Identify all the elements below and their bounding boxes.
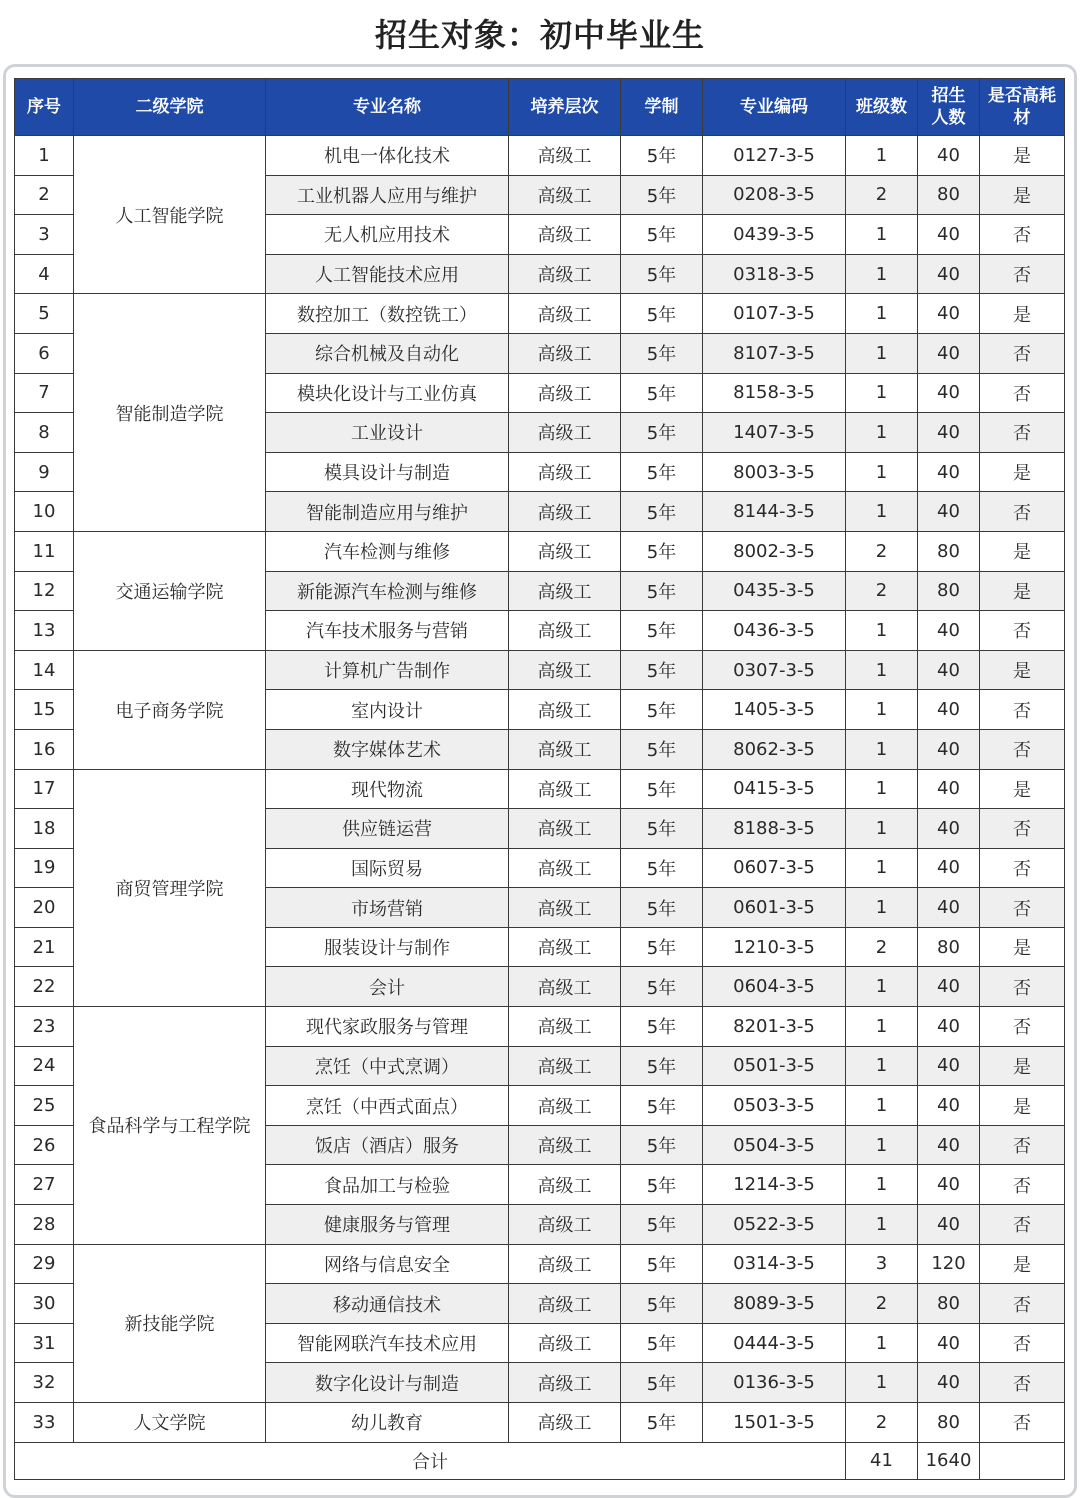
students-cell: 40 — [918, 967, 980, 1007]
duration-cell: 5年 — [621, 333, 703, 373]
level-cell: 高级工 — [509, 1165, 621, 1205]
duration-cell: 5年 — [621, 136, 703, 176]
index-cell: 7 — [15, 373, 74, 413]
index-cell: 10 — [15, 492, 74, 532]
index-cell: 5 — [15, 294, 74, 334]
classes-cell: 1 — [846, 967, 918, 1007]
code-cell: 1210-3-5 — [703, 927, 846, 967]
duration-cell: 5年 — [621, 690, 703, 730]
college-cell: 交通运输学院 — [74, 531, 266, 650]
duration-cell: 5年 — [621, 1125, 703, 1165]
high-consumption-cell: 是 — [980, 571, 1065, 611]
level-cell: 高级工 — [509, 927, 621, 967]
index-cell: 29 — [15, 1244, 74, 1284]
students-cell: 40 — [918, 1323, 980, 1363]
high-consumption-cell: 否 — [980, 888, 1065, 928]
code-cell: 8062-3-5 — [703, 729, 846, 769]
major-cell: 模块化设计与工业仿真 — [266, 373, 509, 413]
major-cell: 新能源汽车检测与维修 — [266, 571, 509, 611]
major-cell: 烹饪（中西式面点） — [266, 1086, 509, 1126]
code-cell: 0107-3-5 — [703, 294, 846, 334]
students-cell: 40 — [918, 452, 980, 492]
level-cell: 高级工 — [509, 729, 621, 769]
level-cell: 高级工 — [509, 1323, 621, 1363]
index-cell: 9 — [15, 452, 74, 492]
code-cell: 0127-3-5 — [703, 136, 846, 176]
high-consumption-cell: 否 — [980, 967, 1065, 1007]
major-cell: 现代物流 — [266, 769, 509, 809]
level-cell: 高级工 — [509, 136, 621, 176]
duration-cell: 5年 — [621, 1403, 703, 1443]
major-cell: 室内设计 — [266, 690, 509, 730]
level-cell: 高级工 — [509, 333, 621, 373]
code-cell: 0415-3-5 — [703, 769, 846, 809]
code-cell: 0208-3-5 — [703, 175, 846, 215]
major-cell: 移动通信技术 — [266, 1284, 509, 1324]
level-cell: 高级工 — [509, 452, 621, 492]
students-cell: 40 — [918, 848, 980, 888]
duration-cell: 5年 — [621, 531, 703, 571]
level-cell: 高级工 — [509, 848, 621, 888]
duration-cell: 5年 — [621, 1323, 703, 1363]
high-consumption-cell: 是 — [980, 927, 1065, 967]
students-cell: 40 — [918, 492, 980, 532]
students-cell: 40 — [918, 136, 980, 176]
high-consumption-cell: 否 — [980, 492, 1065, 532]
high-consumption-cell: 否 — [980, 809, 1065, 849]
code-cell: 8002-3-5 — [703, 531, 846, 571]
index-cell: 16 — [15, 729, 74, 769]
index-cell: 24 — [15, 1046, 74, 1086]
college-cell: 食品科学与工程学院 — [74, 1007, 266, 1245]
students-cell: 40 — [918, 413, 980, 453]
level-cell: 高级工 — [509, 492, 621, 532]
students-cell: 40 — [918, 333, 980, 373]
high-consumption-cell: 否 — [980, 1007, 1065, 1047]
high-consumption-cell: 否 — [980, 729, 1065, 769]
duration-cell: 5年 — [621, 848, 703, 888]
high-consumption-cell: 是 — [980, 175, 1065, 215]
classes-cell: 1 — [846, 1363, 918, 1403]
major-cell: 计算机广告制作 — [266, 650, 509, 690]
level-cell: 高级工 — [509, 1086, 621, 1126]
code-cell: 0504-3-5 — [703, 1125, 846, 1165]
duration-cell: 5年 — [621, 1363, 703, 1403]
code-cell: 0501-3-5 — [703, 1046, 846, 1086]
classes-cell: 1 — [846, 413, 918, 453]
college-cell: 新技能学院 — [74, 1244, 266, 1402]
major-cell: 健康服务与管理 — [266, 1205, 509, 1245]
level-cell: 高级工 — [509, 611, 621, 651]
duration-cell: 5年 — [621, 650, 703, 690]
major-cell: 网络与信息安全 — [266, 1244, 509, 1284]
duration-cell: 5年 — [621, 175, 703, 215]
high-consumption-cell: 否 — [980, 1125, 1065, 1165]
high-consumption-cell: 是 — [980, 294, 1065, 334]
major-cell: 现代家政服务与管理 — [266, 1007, 509, 1047]
students-cell: 40 — [918, 294, 980, 334]
students-cell: 40 — [918, 215, 980, 255]
level-cell: 高级工 — [509, 650, 621, 690]
college-cell: 人文学院 — [74, 1403, 266, 1443]
classes-cell: 2 — [846, 1284, 918, 1324]
total-classes: 41 — [846, 1442, 918, 1479]
students-cell: 80 — [918, 531, 980, 571]
high-consumption-cell: 否 — [980, 1284, 1065, 1324]
major-cell: 国际贸易 — [266, 848, 509, 888]
table-row — [15, 136, 1065, 176]
header-students: 招生人数 — [918, 79, 980, 136]
level-cell: 高级工 — [509, 1284, 621, 1324]
level-cell: 高级工 — [509, 175, 621, 215]
index-cell: 15 — [15, 690, 74, 730]
header-classes: 班级数 — [846, 79, 918, 136]
duration-cell: 5年 — [621, 1284, 703, 1324]
classes-cell: 1 — [846, 1323, 918, 1363]
index-cell: 3 — [15, 215, 74, 255]
major-cell: 会计 — [266, 967, 509, 1007]
classes-cell: 2 — [846, 175, 918, 215]
high-consumption-cell: 否 — [980, 413, 1065, 453]
college-cell: 人工智能学院 — [74, 136, 266, 294]
high-consumption-cell: 否 — [980, 254, 1065, 294]
duration-cell: 5年 — [621, 809, 703, 849]
students-cell: 40 — [918, 373, 980, 413]
level-cell: 高级工 — [509, 1363, 621, 1403]
table-row — [15, 650, 1065, 690]
classes-cell: 1 — [846, 1205, 918, 1245]
students-cell: 80 — [918, 175, 980, 215]
students-cell: 120 — [918, 1244, 980, 1284]
code-cell: 0318-3-5 — [703, 254, 846, 294]
students-cell: 40 — [918, 1046, 980, 1086]
index-cell: 19 — [15, 848, 74, 888]
index-cell: 21 — [15, 927, 74, 967]
students-cell: 40 — [918, 650, 980, 690]
classes-cell: 1 — [846, 888, 918, 928]
high-consumption-cell: 是 — [980, 531, 1065, 571]
level-cell: 高级工 — [509, 531, 621, 571]
code-cell: 0607-3-5 — [703, 848, 846, 888]
duration-cell: 5年 — [621, 927, 703, 967]
major-cell: 数字媒体艺术 — [266, 729, 509, 769]
duration-cell: 5年 — [621, 1007, 703, 1047]
index-cell: 31 — [15, 1323, 74, 1363]
table-row — [15, 1403, 1065, 1443]
classes-cell: 1 — [846, 333, 918, 373]
code-cell: 1407-3-5 — [703, 413, 846, 453]
classes-cell: 1 — [846, 729, 918, 769]
duration-cell: 5年 — [621, 571, 703, 611]
students-cell: 40 — [918, 1165, 980, 1205]
duration-cell: 5年 — [621, 611, 703, 651]
enrollment-table — [14, 78, 1065, 1480]
major-cell: 供应链运营 — [266, 809, 509, 849]
index-cell: 13 — [15, 611, 74, 651]
students-cell: 40 — [918, 769, 980, 809]
classes-cell: 1 — [846, 650, 918, 690]
high-consumption-cell: 否 — [980, 1165, 1065, 1205]
major-cell: 幼儿教育 — [266, 1403, 509, 1443]
level-cell: 高级工 — [509, 215, 621, 255]
code-cell: 0307-3-5 — [703, 650, 846, 690]
code-cell: 0444-3-5 — [703, 1323, 846, 1363]
index-cell: 33 — [15, 1403, 74, 1443]
high-consumption-cell: 否 — [980, 1403, 1065, 1443]
students-cell: 40 — [918, 729, 980, 769]
duration-cell: 5年 — [621, 769, 703, 809]
major-cell: 无人机应用技术 — [266, 215, 509, 255]
high-consumption-cell: 否 — [980, 848, 1065, 888]
major-cell: 综合机械及自动化 — [266, 333, 509, 373]
classes-cell: 3 — [846, 1244, 918, 1284]
code-cell: 0522-3-5 — [703, 1205, 846, 1245]
students-cell: 40 — [918, 1205, 980, 1245]
students-cell: 40 — [918, 1007, 980, 1047]
high-consumption-cell: 否 — [980, 1205, 1065, 1245]
high-consumption-cell: 是 — [980, 769, 1065, 809]
major-cell: 数字化设计与制造 — [266, 1363, 509, 1403]
high-consumption-cell: 是 — [980, 1244, 1065, 1284]
index-cell: 6 — [15, 333, 74, 373]
index-cell: 11 — [15, 531, 74, 571]
classes-cell: 1 — [846, 611, 918, 651]
level-cell: 高级工 — [509, 809, 621, 849]
high-consumption-cell: 否 — [980, 690, 1065, 730]
code-cell: 1501-3-5 — [703, 1403, 846, 1443]
index-cell: 20 — [15, 888, 74, 928]
students-cell: 40 — [918, 1086, 980, 1126]
level-cell: 高级工 — [509, 294, 621, 334]
header-code: 专业编码 — [703, 79, 846, 136]
classes-cell: 2 — [846, 1403, 918, 1443]
high-consumption-cell: 是 — [980, 1086, 1065, 1126]
high-consumption-cell: 否 — [980, 215, 1065, 255]
duration-cell: 5年 — [621, 215, 703, 255]
students-cell: 40 — [918, 1125, 980, 1165]
major-cell: 智能制造应用与维护 — [266, 492, 509, 532]
code-cell: 8107-3-5 — [703, 333, 846, 373]
code-cell: 8003-3-5 — [703, 452, 846, 492]
level-cell: 高级工 — [509, 1403, 621, 1443]
major-cell: 服装设计与制作 — [266, 927, 509, 967]
code-cell: 8158-3-5 — [703, 373, 846, 413]
students-cell: 40 — [918, 888, 980, 928]
classes-cell: 1 — [846, 254, 918, 294]
index-cell: 1 — [15, 136, 74, 176]
table-row — [15, 531, 1065, 571]
header-high-consumption: 是否高耗材 — [980, 79, 1065, 136]
high-consumption-cell: 否 — [980, 611, 1065, 651]
major-cell: 饭店（酒店）服务 — [266, 1125, 509, 1165]
classes-cell: 1 — [846, 809, 918, 849]
table-row — [15, 1244, 1065, 1284]
page-title: 招生对象：初中毕业生 — [374, 16, 705, 54]
level-cell: 高级工 — [509, 1007, 621, 1047]
classes-cell: 1 — [846, 452, 918, 492]
duration-cell: 5年 — [621, 1205, 703, 1245]
major-cell: 机电一体化技术 — [266, 136, 509, 176]
table-row — [15, 294, 1065, 334]
major-cell: 模具设计与制造 — [266, 452, 509, 492]
students-cell: 40 — [918, 690, 980, 730]
students-cell: 80 — [918, 1284, 980, 1324]
classes-cell: 1 — [846, 492, 918, 532]
level-cell: 高级工 — [509, 1244, 621, 1284]
major-cell: 人工智能技术应用 — [266, 254, 509, 294]
major-cell: 市场营销 — [266, 888, 509, 928]
code-cell: 8089-3-5 — [703, 1284, 846, 1324]
duration-cell: 5年 — [621, 492, 703, 532]
major-cell: 数控加工（数控铣工） — [266, 294, 509, 334]
high-consumption-cell: 是 — [980, 1046, 1065, 1086]
high-consumption-cell: 否 — [980, 1363, 1065, 1403]
level-cell: 高级工 — [509, 1205, 621, 1245]
level-cell: 高级工 — [509, 888, 621, 928]
duration-cell: 5年 — [621, 1165, 703, 1205]
total-extra — [980, 1442, 1065, 1479]
duration-cell: 5年 — [621, 1046, 703, 1086]
classes-cell: 1 — [846, 1086, 918, 1126]
header-duration: 学制 — [621, 79, 703, 136]
students-cell: 40 — [918, 809, 980, 849]
header-major: 专业名称 — [266, 79, 509, 136]
classes-cell: 1 — [846, 373, 918, 413]
high-consumption-cell: 否 — [980, 373, 1065, 413]
classes-cell: 2 — [846, 531, 918, 571]
index-cell: 17 — [15, 769, 74, 809]
code-cell: 0436-3-5 — [703, 611, 846, 651]
duration-cell: 5年 — [621, 373, 703, 413]
index-cell: 23 — [15, 1007, 74, 1047]
code-cell: 1214-3-5 — [703, 1165, 846, 1205]
code-cell: 8201-3-5 — [703, 1007, 846, 1047]
index-cell: 32 — [15, 1363, 74, 1403]
index-cell: 4 — [15, 254, 74, 294]
total-row — [15, 1442, 1065, 1479]
major-cell: 汽车检测与维修 — [266, 531, 509, 571]
classes-cell: 1 — [846, 136, 918, 176]
major-cell: 工业机器人应用与维护 — [266, 175, 509, 215]
index-cell: 2 — [15, 175, 74, 215]
index-cell: 28 — [15, 1205, 74, 1245]
college-cell: 智能制造学院 — [74, 294, 266, 532]
classes-cell: 1 — [846, 1165, 918, 1205]
students-cell: 40 — [918, 611, 980, 651]
table-body — [15, 136, 1065, 1480]
high-consumption-cell: 否 — [980, 333, 1065, 373]
high-consumption-cell: 否 — [980, 1323, 1065, 1363]
table-row — [15, 769, 1065, 809]
duration-cell: 5年 — [621, 413, 703, 453]
classes-cell: 1 — [846, 1007, 918, 1047]
code-cell: 0435-3-5 — [703, 571, 846, 611]
index-cell: 12 — [15, 571, 74, 611]
header-index: 序号 — [15, 79, 74, 136]
duration-cell: 5年 — [621, 452, 703, 492]
code-cell: 8144-3-5 — [703, 492, 846, 532]
index-cell: 25 — [15, 1086, 74, 1126]
duration-cell: 5年 — [621, 1086, 703, 1126]
index-cell: 18 — [15, 809, 74, 849]
classes-cell: 2 — [846, 571, 918, 611]
duration-cell: 5年 — [621, 729, 703, 769]
code-cell: 1405-3-5 — [703, 690, 846, 730]
index-cell: 14 — [15, 650, 74, 690]
major-cell: 汽车技术服务与营销 — [266, 611, 509, 651]
code-cell: 0136-3-5 — [703, 1363, 846, 1403]
classes-cell: 1 — [846, 1125, 918, 1165]
table-row — [15, 1007, 1065, 1047]
students-cell: 80 — [918, 927, 980, 967]
students-cell: 80 — [918, 1403, 980, 1443]
index-cell: 22 — [15, 967, 74, 1007]
code-cell: 0314-3-5 — [703, 1244, 846, 1284]
index-cell: 30 — [15, 1284, 74, 1324]
students-cell: 80 — [918, 571, 980, 611]
level-cell: 高级工 — [509, 413, 621, 453]
major-cell: 工业设计 — [266, 413, 509, 453]
duration-cell: 5年 — [621, 294, 703, 334]
index-cell: 8 — [15, 413, 74, 453]
level-cell: 高级工 — [509, 571, 621, 611]
duration-cell: 5年 — [621, 1244, 703, 1284]
high-consumption-cell: 是 — [980, 136, 1065, 176]
level-cell: 高级工 — [509, 690, 621, 730]
duration-cell: 5年 — [621, 967, 703, 1007]
code-cell: 0604-3-5 — [703, 967, 846, 1007]
classes-cell: 1 — [846, 848, 918, 888]
high-consumption-cell: 是 — [980, 452, 1065, 492]
classes-cell: 1 — [846, 215, 918, 255]
code-cell: 8188-3-5 — [703, 809, 846, 849]
college-cell: 电子商务学院 — [74, 650, 266, 769]
college-cell: 商贸管理学院 — [74, 769, 266, 1007]
level-cell: 高级工 — [509, 1046, 621, 1086]
level-cell: 高级工 — [509, 1125, 621, 1165]
classes-cell: 1 — [846, 769, 918, 809]
level-cell: 高级工 — [509, 967, 621, 1007]
code-cell: 0439-3-5 — [703, 215, 846, 255]
high-consumption-cell: 是 — [980, 650, 1065, 690]
students-cell: 40 — [918, 1363, 980, 1403]
level-cell: 高级工 — [509, 769, 621, 809]
header-row — [15, 79, 1065, 136]
students-cell: 40 — [918, 254, 980, 294]
duration-cell: 5年 — [621, 888, 703, 928]
header-college: 二级学院 — [74, 79, 266, 136]
level-cell: 高级工 — [509, 254, 621, 294]
index-cell: 27 — [15, 1165, 74, 1205]
duration-cell: 5年 — [621, 254, 703, 294]
header-level: 培养层次 — [509, 79, 621, 136]
index-cell: 26 — [15, 1125, 74, 1165]
major-cell: 智能网联汽车技术应用 — [266, 1323, 509, 1363]
major-cell: 烹饪（中式烹调） — [266, 1046, 509, 1086]
major-cell: 食品加工与检验 — [266, 1165, 509, 1205]
level-cell: 高级工 — [509, 373, 621, 413]
classes-cell: 1 — [846, 1046, 918, 1086]
code-cell: 0601-3-5 — [703, 888, 846, 928]
total-label: 合计 — [15, 1442, 846, 1479]
classes-cell: 2 — [846, 927, 918, 967]
total-students: 1640 — [918, 1442, 980, 1479]
classes-cell: 1 — [846, 690, 918, 730]
classes-cell: 1 — [846, 294, 918, 334]
code-cell: 0503-3-5 — [703, 1086, 846, 1126]
